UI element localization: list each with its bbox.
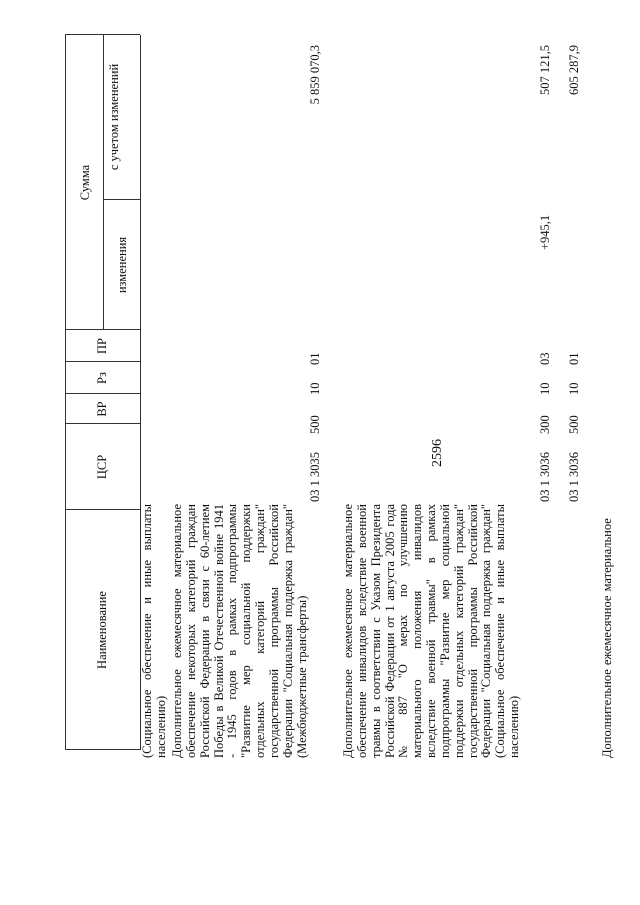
row-2-name: Дополнительное ежемесячное материальное обеспечение инвалидов вследствие военной травмы в соответствии с Указом Президента Российской Федерации от 1 августа 2005 года № 887 "О мерах по улучшению материального положения инвалидов вследствие военной травмы" в рамках подпрограммы "Развитие мер социальной поддержки отдельных категорий граждан" государственной программы Российской Федерации "Социальная поддержка граждан" (Социальное обеспечение и иные выплаты населению) <box>341 504 522 758</box>
row-1-rz: 10 <box>308 382 322 395</box>
row-3-pr: 01 <box>567 352 581 365</box>
header-rz: Рз <box>95 372 109 384</box>
header-name: Наименование <box>95 591 109 669</box>
row-2-pr: 03 <box>538 352 552 365</box>
row-1-pr: 01 <box>308 352 322 365</box>
row-3-rz: 10 <box>567 382 581 395</box>
row-3-total: 605 287,9 <box>567 45 581 95</box>
row-3-vr: 500 <box>567 415 581 434</box>
row-1-total: 5 859 070,3 <box>308 45 322 105</box>
sum-subheader-border <box>103 35 104 330</box>
row-4-name: Дополнительное ежемесячное материальное <box>600 518 614 758</box>
row-1-vr: 500 <box>308 415 322 434</box>
row-0-name: (Социальное обеспечение и иные выплаты населению) <box>140 504 168 758</box>
row-2-change: +945,1 <box>538 214 552 250</box>
row-1-csr: 03 1 3035 <box>308 452 322 502</box>
row-2-csr: 03 1 3036 <box>538 452 552 502</box>
header-with-change: с учетом изменений <box>107 63 121 171</box>
col-divider-end <box>65 34 140 35</box>
row-1-name: Дополнительное ежемесячное материальное обеспечение некоторых категорий граждан Российской Федерации в связи с 60-летием Победы в Великой Отечественной войне 1941 - 1945 годов в рамках подпрограммы "Развитие мер социальной поддержки отдельных категорий граждан" государственной программы Российской Федерации "Социальная поддержка граждан" (Межбюджетные трансферты) <box>170 504 309 758</box>
header-pr: ПР <box>95 338 109 354</box>
header-csr: ЦСР <box>95 454 109 480</box>
row-2-rz: 10 <box>538 382 552 395</box>
row-2-total: 507 121,5 <box>538 45 552 95</box>
header-change: изменения <box>115 236 129 294</box>
page-number: 2596 <box>430 439 445 467</box>
header-vr: ВР <box>95 401 109 417</box>
header-sum: Сумма <box>78 164 92 201</box>
row-2-vr: 300 <box>538 415 552 434</box>
row-3-csr: 03 1 3036 <box>567 452 581 502</box>
